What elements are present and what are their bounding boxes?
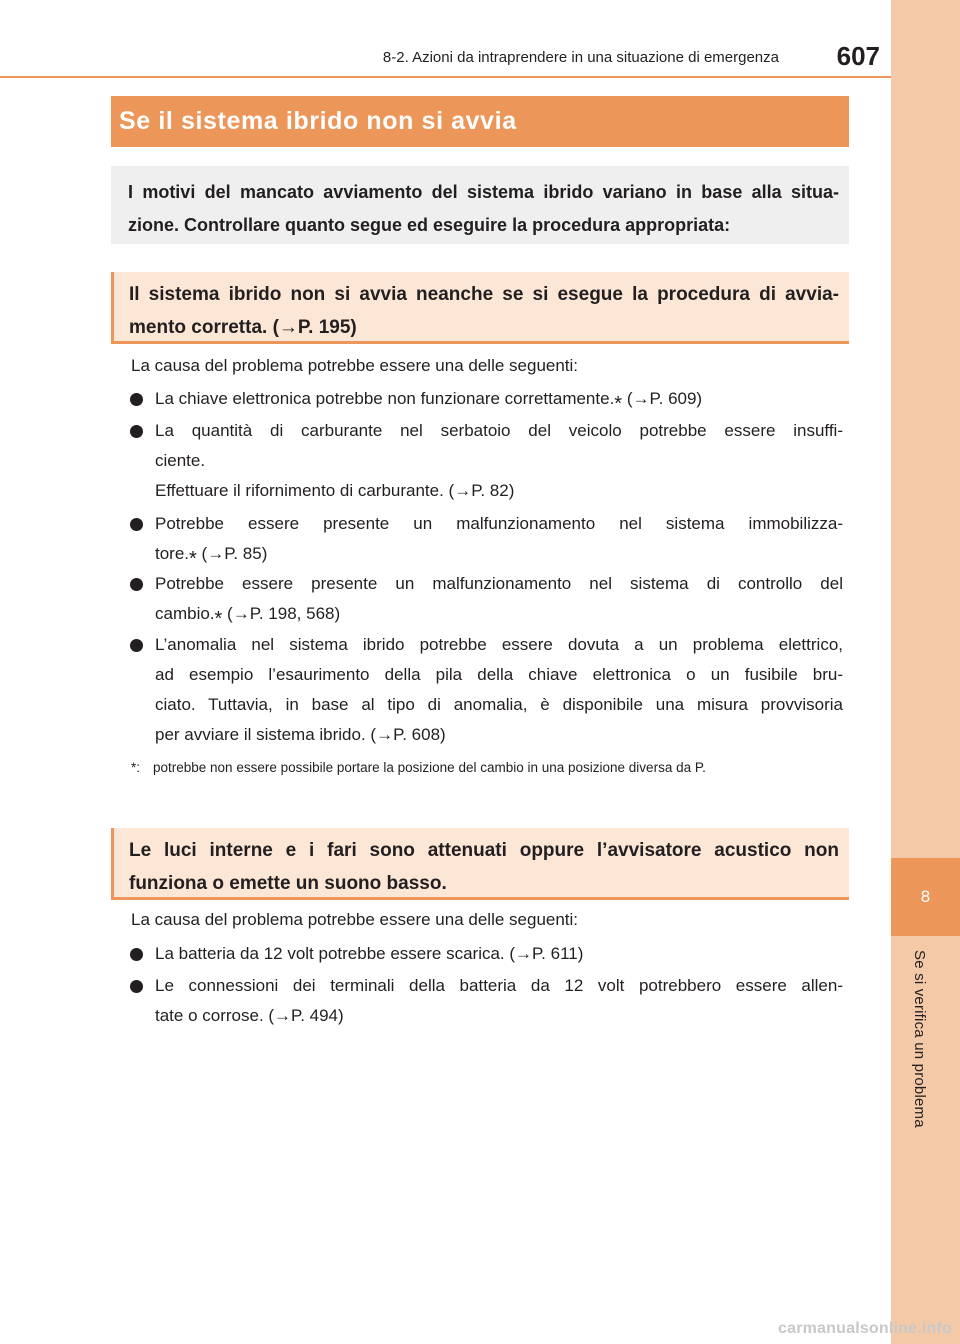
bullet-text: L’anomalia nel sistema ibrido potrebbe essere dovuta a un problema elettrico, <box>155 635 843 654</box>
bullet-dot <box>130 518 143 531</box>
subsection-heading-2 <box>111 828 849 900</box>
subsection-heading-line: funziona o emette un suono basso. <box>129 873 447 894</box>
page-ref: (→P. 85) <box>196 544 268 563</box>
footnote-text: potrebbe non essere possibile portare la posizione del cambio in una posizione diversa da P. <box>153 760 706 775</box>
bullet-dot <box>130 425 143 438</box>
bullet-text: ad esempio l’esaurimento della pila della chiave elettronica o un fusibile bru- <box>155 665 843 684</box>
bullet-text: tore. <box>155 544 190 563</box>
list-item <box>130 384 843 414</box>
footnote <box>131 756 844 780</box>
list-item <box>130 416 843 506</box>
bullet-text: Le connessioni dei terminali della batteria da 12 volt potrebbero essere allen- <box>155 976 843 995</box>
bullet-dot <box>130 639 143 652</box>
bullet-text: Potrebbe essere presente un malfunzionamento nel sistema di controllo del <box>155 574 843 593</box>
bullet-text: ciato. Tuttavia, in base al tipo di anomalia, è disponibile una misura provvisoria <box>155 695 843 714</box>
page-number: 607 <box>836 41 880 71</box>
footnote-star: * <box>189 548 197 570</box>
page-ref: (→P. 198, 568) <box>222 604 341 623</box>
bullet-text: cambio. <box>155 604 215 623</box>
header-rule <box>0 76 891 78</box>
footnote-star: * <box>614 393 623 415</box>
list-item <box>130 509 843 569</box>
chapter-label: Se si verifica un problema <box>911 950 928 1128</box>
list-item <box>130 630 843 750</box>
bullet-text: Potrebbe essere presente un malfunzionamento nel sistema immobilizza- <box>155 514 843 533</box>
subsection-heading-line: Il sistema ibrido non si avvia neanche se si esegue la procedura di avvia- <box>129 284 839 305</box>
subsection-heading-line: Le luci interne e i fari sono attenuati oppure l’avvisatore acustico non <box>129 840 839 861</box>
bullet-text: La chiave elettronica potrebbe non funzionare correttamente. <box>155 389 615 408</box>
section-title: Se il sistema ibrido non si avvia <box>111 96 849 147</box>
lead-text: La causa del problema potrebbe essere una delle seguenti: <box>131 356 579 375</box>
running-header: 8-2. Azioni da intraprendere in una situazione di emergenza <box>382 49 779 66</box>
watermark: carmanualsonline.info <box>778 1320 953 1337</box>
bullet-text: Effettuare il rifornimento di carburante. (→P. 82) <box>155 481 515 500</box>
list-item <box>130 971 843 1031</box>
bullet-text: per avviare il sistema ibrido. (→P. 608) <box>155 725 446 744</box>
bullet-text: tate o corrose. (→P. 494) <box>155 1006 344 1025</box>
footnote-star: * <box>214 608 223 630</box>
intro-line: zione. Controllare quanto segue ed eseguire la procedura appropriata: <box>128 215 731 235</box>
bullet-text: ciente. <box>155 451 206 470</box>
bullet-dot <box>130 948 143 961</box>
bullet-dot <box>130 578 143 591</box>
intro-line: I motivi del mancato avviamento del sistema ibrido variano in base alla situa- <box>128 182 839 202</box>
bullet-text: La batteria da 12 volt potrebbe essere scarica. (→P. 611) <box>155 944 584 963</box>
list-item <box>130 569 843 629</box>
bullet-dot <box>130 393 143 406</box>
bullet-dot <box>130 980 143 993</box>
chapter-tab: 8 <box>891 858 960 936</box>
intro-box <box>111 166 849 244</box>
list-item <box>130 939 843 969</box>
lead-text: La causa del problema potrebbe essere una delle seguenti: <box>131 910 579 929</box>
bullet-text: La quantità di carburante nel serbatoio del veicolo potrebbe essere insuffi- <box>155 421 843 440</box>
subsection-heading-line: mento corretta. (→P. 195) <box>129 317 357 338</box>
page-ref: (→P. 609) <box>622 389 703 408</box>
subsection-heading-1 <box>111 272 849 344</box>
footnote-mark: *: <box>131 760 141 775</box>
